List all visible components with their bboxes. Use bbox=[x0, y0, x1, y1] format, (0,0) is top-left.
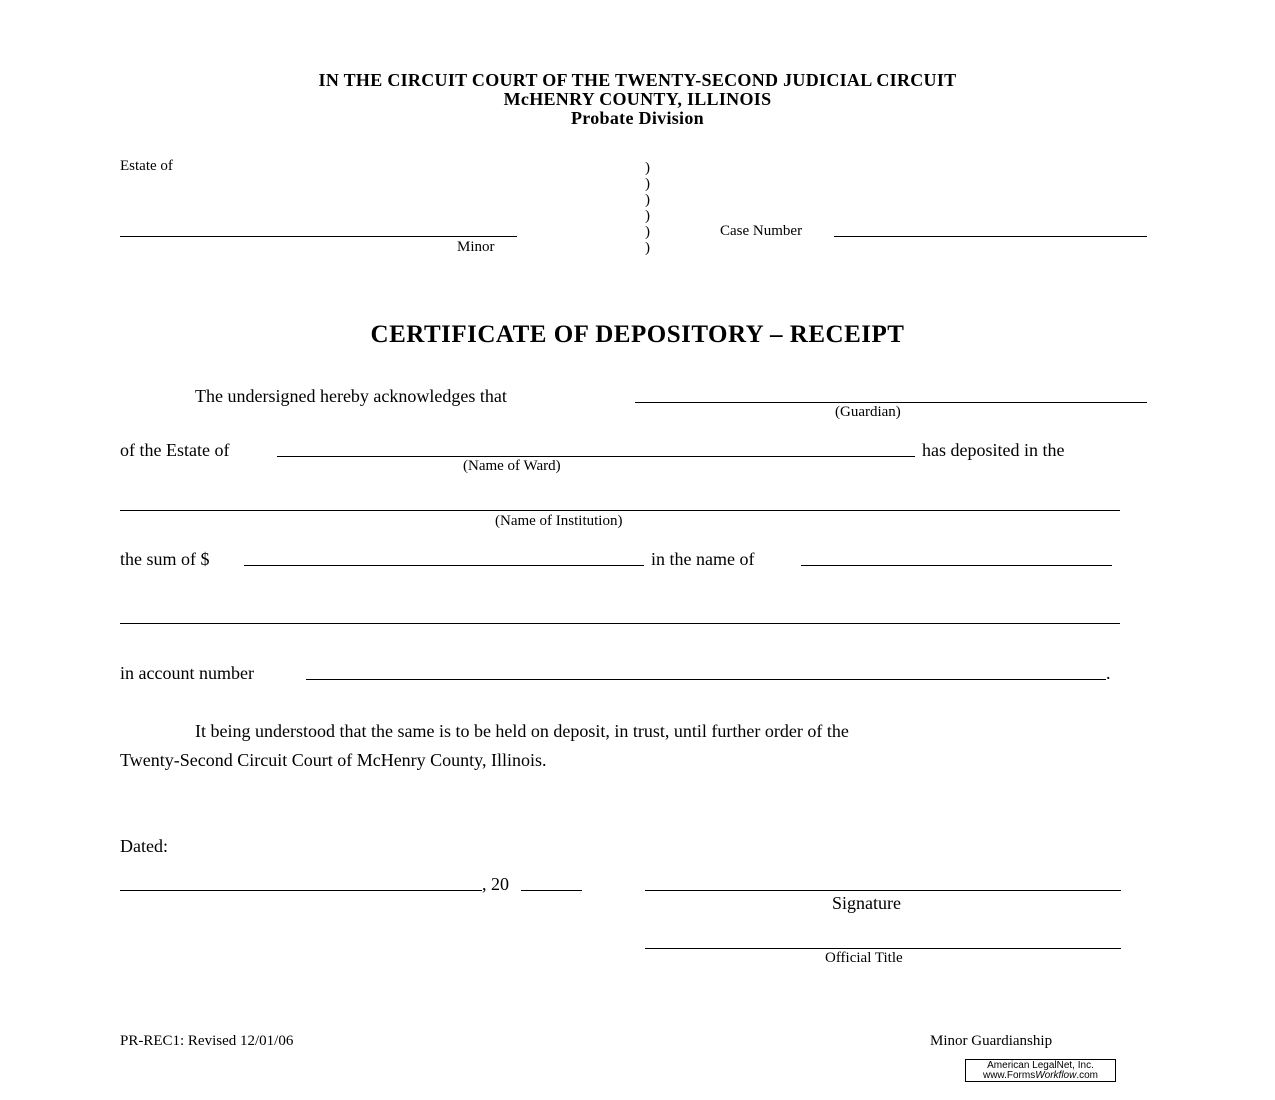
official-title-caption: Official Title bbox=[825, 950, 903, 966]
signature-field[interactable] bbox=[645, 890, 1121, 891]
stamp-url-part: www.Forms bbox=[982, 1070, 1036, 1081]
ward-name-field[interactable] bbox=[277, 456, 915, 457]
ward-caption: (Name of Ward) bbox=[463, 458, 561, 474]
guardian-field[interactable] bbox=[635, 402, 1147, 403]
case-number-field[interactable] bbox=[834, 236, 1147, 237]
caption-paren: ) bbox=[645, 240, 650, 256]
account-period: . bbox=[1106, 663, 1111, 683]
estate-of-label: Estate of bbox=[120, 158, 173, 174]
deposited-text: has deposited in the bbox=[922, 440, 1065, 460]
case-number-label: Case Number bbox=[720, 223, 803, 239]
minor-label: Minor bbox=[457, 239, 495, 255]
trust-text-line-2: Twenty-Second Circuit Court of McHenry County, Illinois. bbox=[120, 750, 547, 770]
in-name-of-text: in the name of bbox=[651, 549, 755, 569]
form-title: CERTIFICATE OF DEPOSITORY – RECEIPT bbox=[370, 321, 905, 348]
publisher-stamp bbox=[965, 1059, 1116, 1082]
stamp-url-part: Workflow bbox=[1035, 1070, 1077, 1081]
dated-label: Dated: bbox=[120, 836, 168, 856]
minor-name-field[interactable] bbox=[120, 236, 517, 237]
year-prefix: , 20 bbox=[482, 874, 509, 894]
caption-paren: ) bbox=[645, 224, 650, 240]
stamp-line-1: American LegalNet, Inc. bbox=[987, 1060, 1094, 1071]
signature-caption: Signature bbox=[832, 893, 901, 913]
stamp-url-part: .com bbox=[1076, 1070, 1099, 1081]
caption-paren: ) bbox=[645, 160, 650, 176]
date-field[interactable] bbox=[120, 890, 482, 891]
official-title-field[interactable] bbox=[645, 948, 1121, 949]
acknowledges-text: The undersigned hereby acknowledges that bbox=[195, 386, 507, 406]
division-heading: Probate Division bbox=[571, 108, 704, 128]
estate-of-text: of the Estate of bbox=[120, 440, 230, 460]
caption-paren: ) bbox=[645, 208, 650, 224]
year-field[interactable] bbox=[521, 890, 582, 891]
court-heading: IN THE CIRCUIT COURT OF THE TWENTY-SECOND JUDICIAL CIRCUIT bbox=[318, 70, 957, 90]
institution-field[interactable] bbox=[120, 510, 1120, 511]
institution-caption: (Name of Institution) bbox=[495, 513, 623, 529]
sum-of-text: the sum of $ bbox=[120, 549, 210, 569]
stamp-line-2 bbox=[966, 1071, 1115, 1081]
trust-text-line-1: It being understood that the same is to be held on deposit, in trust, until further order of the bbox=[195, 721, 849, 741]
form-category: Minor Guardianship bbox=[930, 1033, 1053, 1049]
account-name-field[interactable] bbox=[801, 565, 1112, 566]
account-number-text: in account number bbox=[120, 663, 254, 683]
caption-paren: ) bbox=[645, 192, 650, 208]
sum-amount-field[interactable] bbox=[244, 565, 644, 566]
account-number-field[interactable] bbox=[306, 679, 1106, 680]
county-heading: McHENRY COUNTY, ILLINOIS bbox=[503, 89, 772, 109]
caption-paren: ) bbox=[645, 176, 650, 192]
guardian-caption: (Guardian) bbox=[835, 404, 901, 420]
account-name-continuation-field[interactable] bbox=[120, 623, 1120, 624]
form-id: PR-REC1: Revised 12/01/06 bbox=[120, 1033, 294, 1049]
